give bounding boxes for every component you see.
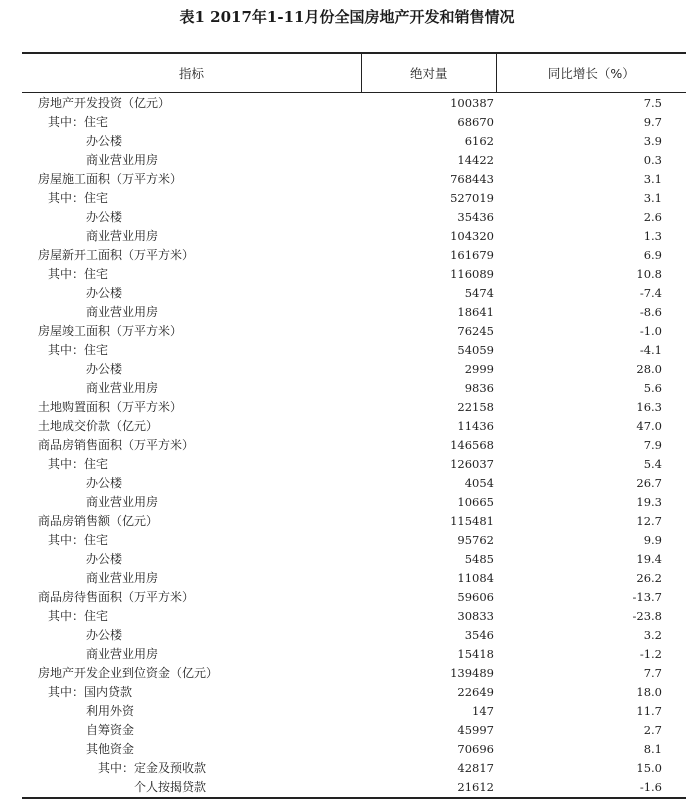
row-growth: 3.1 (643, 172, 662, 186)
row-growth: 18.0 (636, 685, 662, 699)
row-value: 30833 (457, 609, 494, 623)
row-growth: 26.2 (636, 571, 662, 585)
row-value: 22649 (457, 685, 494, 699)
header-growth: 同比增长（%） (496, 54, 686, 92)
row-value: 14422 (457, 153, 494, 167)
row-growth: 6.9 (643, 248, 662, 262)
row-growth: 28.0 (636, 362, 662, 376)
row-value: 3546 (464, 628, 494, 642)
table-row (22, 702, 686, 721)
row-growth: 26.7 (636, 476, 662, 490)
row-label: 商业营业用房 (86, 229, 159, 243)
row-label: 商品房销售面积（万平方米） (38, 438, 195, 452)
row-label: 土地成交价款（亿元） (38, 419, 159, 433)
row-label: 办公楼 (86, 210, 123, 224)
table-row (22, 132, 686, 151)
table-row (22, 303, 686, 322)
table-row (22, 113, 686, 132)
row-growth: -8.6 (639, 305, 662, 319)
table-row (22, 360, 686, 379)
row-growth: 19.3 (636, 495, 662, 509)
row-label: 土地购置面积（万平方米） (38, 400, 183, 414)
row-growth: 12.7 (636, 514, 662, 528)
table-row (22, 436, 686, 455)
row-value: 45997 (457, 723, 494, 737)
row-label: 商业营业用房 (86, 305, 159, 319)
table-row (22, 341, 686, 360)
table-row (22, 455, 686, 474)
table-row (22, 227, 686, 246)
row-growth: 11.7 (636, 704, 662, 718)
table-row (22, 550, 686, 569)
row-value: 2999 (464, 362, 494, 376)
table-row (22, 417, 686, 436)
row-growth: -1.6 (639, 780, 662, 794)
table-row (22, 208, 686, 227)
data-table (22, 52, 686, 799)
table-row (22, 94, 686, 113)
row-growth: 2.7 (643, 723, 662, 737)
row-label: 商业营业用房 (86, 153, 159, 167)
table-row (22, 170, 686, 189)
row-value: 4054 (464, 476, 494, 490)
row-value: 35436 (457, 210, 494, 224)
header-absolute: 绝对量 (361, 54, 496, 92)
row-value: 768443 (450, 172, 494, 186)
table-row (22, 759, 686, 778)
row-value: 104320 (450, 229, 494, 243)
row-label: 商品房待售面积（万平方米） (38, 590, 195, 604)
table-row (22, 569, 686, 588)
table-row (22, 322, 686, 341)
row-label: 其中：住宅 (48, 609, 109, 623)
row-growth: 8.1 (643, 742, 662, 756)
table-row (22, 721, 686, 740)
row-value: 15418 (457, 647, 494, 661)
row-growth: 1.3 (643, 229, 662, 243)
row-value: 11084 (457, 571, 494, 585)
row-growth: 9.7 (643, 115, 662, 129)
row-value: 147 (472, 704, 494, 718)
row-label: 其中：住宅 (48, 343, 109, 357)
row-label: 其中：住宅 (48, 115, 109, 129)
table-row (22, 265, 686, 284)
row-value: 139489 (450, 666, 494, 680)
row-growth: 3.2 (643, 628, 662, 642)
row-value: 100387 (450, 96, 494, 110)
row-label: 其中：定金及预收款 (98, 761, 207, 775)
row-growth: 7.9 (643, 438, 662, 452)
row-value: 527019 (450, 191, 494, 205)
row-value: 54059 (457, 343, 494, 357)
row-growth: 0.3 (643, 153, 662, 167)
row-growth: -7.4 (639, 286, 662, 300)
table-row (22, 645, 686, 664)
row-value: 95762 (457, 533, 494, 547)
row-label: 房屋新开工面积（万平方米） (38, 248, 195, 262)
row-label: 其中：住宅 (48, 457, 109, 471)
row-growth: 7.5 (643, 96, 662, 110)
row-value: 42817 (457, 761, 494, 775)
table-row (22, 398, 686, 417)
table-row (22, 740, 686, 759)
row-growth: 5.4 (643, 457, 662, 471)
row-value: 70696 (457, 742, 494, 756)
row-value: 115481 (450, 514, 494, 528)
row-label: 其中：住宅 (48, 267, 109, 281)
table-row (22, 474, 686, 493)
row-growth: 7.7 (643, 666, 662, 680)
row-label: 房屋竣工面积（万平方米） (38, 324, 183, 338)
row-label: 办公楼 (86, 476, 123, 490)
row-value: 146568 (450, 438, 494, 452)
row-value: 10665 (457, 495, 494, 509)
row-label: 其中：住宅 (48, 533, 109, 547)
table-title: 表1 2017年1-11月份全国房地产开发和销售情况 (179, 8, 515, 26)
row-growth: -13.7 (632, 590, 662, 604)
row-value: 9836 (464, 381, 494, 395)
row-value: 59606 (457, 590, 494, 604)
table-body (22, 93, 686, 797)
table-row (22, 683, 686, 702)
row-label: 商业营业用房 (86, 647, 159, 661)
row-value: 18641 (457, 305, 494, 319)
row-value: 11436 (457, 419, 494, 433)
row-label: 房屋施工面积（万平方米） (38, 172, 183, 186)
row-growth: 10.8 (636, 267, 662, 281)
row-label: 自筹资金 (86, 723, 135, 737)
row-growth: -1.0 (639, 324, 662, 338)
row-label: 办公楼 (86, 362, 123, 376)
row-label: 个人按揭贷款 (134, 780, 207, 794)
table-row (22, 512, 686, 531)
table-row (22, 379, 686, 398)
header-indicator: 指标 (178, 66, 204, 81)
row-value: 126037 (450, 457, 494, 471)
table-row (22, 626, 686, 645)
row-label: 商业营业用房 (86, 381, 159, 395)
table-row (22, 588, 686, 607)
row-label: 其他资金 (86, 742, 135, 756)
row-label: 利用外资 (86, 704, 135, 718)
row-growth: -1.2 (639, 647, 662, 661)
row-growth: 3.1 (643, 191, 662, 205)
table-row (22, 284, 686, 303)
row-growth: 3.9 (643, 134, 662, 148)
row-label: 办公楼 (86, 552, 123, 566)
row-growth: -4.1 (639, 343, 662, 357)
row-value: 5485 (464, 552, 494, 566)
row-growth: 5.6 (643, 381, 662, 395)
table-row (22, 664, 686, 683)
row-growth: 15.0 (636, 761, 662, 775)
table-row (22, 189, 686, 208)
row-label: 商品房销售额（亿元） (38, 514, 159, 528)
row-growth: 47.0 (636, 419, 662, 433)
row-label: 办公楼 (86, 628, 123, 642)
table-row (22, 493, 686, 512)
row-value: 161679 (450, 248, 494, 262)
row-growth: -23.8 (632, 609, 662, 623)
row-value: 5474 (464, 286, 494, 300)
table-row (22, 246, 686, 265)
row-label: 办公楼 (86, 134, 123, 148)
row-label: 其中：国内贷款 (48, 685, 133, 699)
table-row (22, 531, 686, 550)
row-label: 办公楼 (86, 286, 123, 300)
row-label: 房地产开发投资（亿元） (38, 96, 171, 110)
row-growth: 16.3 (636, 400, 662, 414)
row-value: 22158 (457, 400, 494, 414)
row-growth: 19.4 (636, 552, 662, 566)
row-label: 房地产开发企业到位资金（亿元） (38, 666, 219, 680)
row-label: 商业营业用房 (86, 495, 159, 509)
row-value: 76245 (457, 324, 494, 338)
table-header (22, 54, 686, 93)
table-row (22, 151, 686, 170)
table-row (22, 778, 686, 797)
row-value: 6162 (464, 134, 494, 148)
row-growth: 2.6 (643, 210, 662, 224)
row-value: 116089 (450, 267, 494, 281)
row-label: 其中：住宅 (48, 191, 109, 205)
row-label: 商业营业用房 (86, 571, 159, 585)
row-growth: 9.9 (643, 533, 662, 547)
table-row (22, 607, 686, 626)
row-value: 68670 (457, 115, 494, 129)
row-value: 21612 (457, 780, 494, 794)
